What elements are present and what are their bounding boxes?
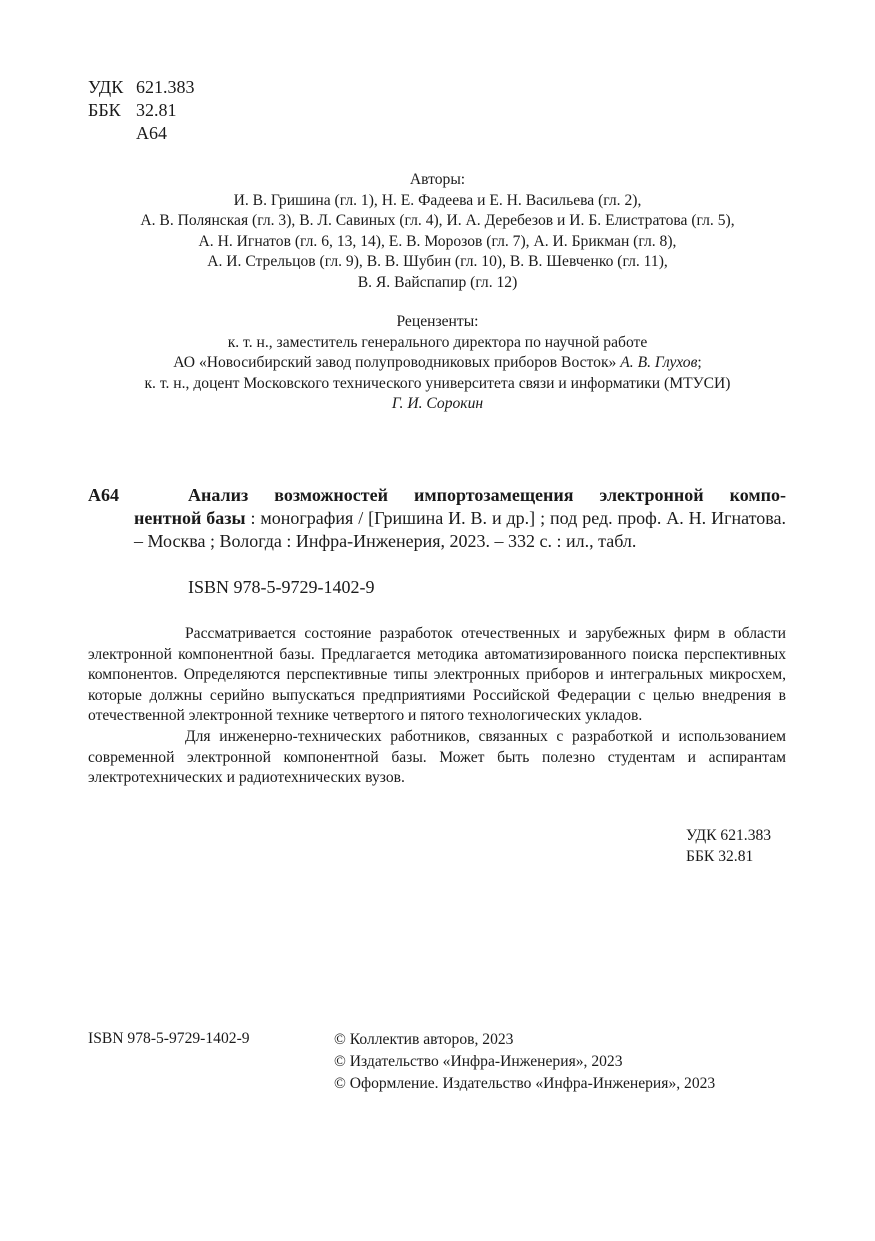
bbk-row	[88, 99, 195, 122]
authors-block	[90, 170, 785, 294]
authors-heading: Авторы:	[409, 171, 466, 188]
catalog-title-line1: Анализ возможностей импортозамещения электронной компо-	[188, 485, 786, 505]
catalog-title-line2: нентной базы	[134, 508, 246, 528]
udk-value: 621.383	[136, 77, 195, 97]
catalog-isbn: ISBN 978-5-9729-1402-9	[188, 577, 375, 597]
copyright-line: © Оформление. Издательство «Инфра-Инженерия», 2023	[334, 1074, 716, 1092]
reviewer-line: к. т. н., доцент Московского технического университета связи и информатики (МТУСИ)	[144, 374, 731, 392]
reviewers-block	[90, 312, 785, 415]
classification-codes	[88, 76, 195, 145]
udk-label: УДК	[88, 77, 124, 97]
authors-line: А. Н. Игнатов (гл. 6, 13, 14), Е. В. Морозов (гл. 7), А. И. Брикман (гл. 8),	[198, 232, 677, 250]
copyright-line: © Коллектив авторов, 2023	[334, 1031, 514, 1048]
author-sign: А64	[136, 123, 167, 143]
abstract-paragraph: Для инженерно-технических работников, связанных с разработкой и использованием современной электронной компонентной базы. Может быть полезно студентам и аспирантам электротехнических и радиотехнических вузов.	[88, 727, 786, 787]
abstract-paragraph: Рассматривается состояние разработок отечественных и зарубежных фирм в области электронной компонентной базы. Предлагается методика автоматизированного поиска перспективных компонентов. Определяются перспективные типы электронных приборов и интегральных микросхем, которые должны серийно выпускаться предприятиями Российской Федерации с целью внедрения в отечественной электронной технике четвертого и пятого технологических укладов.	[88, 625, 786, 725]
footer-isbn: ISBN 978-5-9729-1402-9	[88, 1030, 250, 1047]
authors-line: В. Я. Вайспапир (гл. 12)	[357, 273, 518, 291]
catalog-rest: : монография / [Гришина И. В. и др.] ; под ред. проф. А. Н. Игнатова. – Москва ; Вологда : Инфра-Инженерия, 2023. – 332 с. : ил., табл.	[134, 508, 786, 551]
authors-line: А. И. Стрельцов (гл. 9), В. В. Шубин (гл. 10), В. В. Шевченко (гл. 11),	[207, 253, 668, 271]
reviewer-name: А. В. Глухов	[620, 354, 698, 372]
copyright-line: © Издательство «Инфра-Инженерия», 2023	[334, 1052, 623, 1070]
catalog-sign: А64	[88, 485, 119, 505]
copyright-block	[334, 1029, 715, 1094]
bbk-code: ББК 32.81	[686, 847, 754, 865]
reviewer-punct: ;	[697, 354, 702, 372]
reviewer-name: Г. И. Сорокин	[391, 395, 484, 413]
authors-line: И. В. Гришина (гл. 1), Н. Е. Фадеева и Е. Н. Васильева (гл. 2),	[233, 191, 642, 209]
reviewer-org: АО «Новосибирский завод полупроводниковых приборов Восток»	[173, 354, 621, 372]
classification-codes-bottom	[686, 826, 771, 867]
bbk-value: 32.81	[136, 100, 177, 120]
catalog-title-first-line	[188, 484, 786, 507]
reviewer-line: к. т. н., заместитель генерального директора по научной работе	[227, 333, 648, 351]
reviewer-line	[90, 353, 785, 374]
authors-line: А. В. Полянская (гл. 3), В. Л. Савиных (гл. 4), И. А. Деребезов и И. Б. Елистратова (гл. 5),	[140, 212, 735, 230]
udk-row	[88, 76, 195, 99]
catalog-description	[134, 507, 786, 553]
udk-code: УДК 621.383	[686, 827, 772, 844]
bbk-label: ББК	[88, 100, 121, 120]
reviewers-heading: Рецензенты:	[396, 313, 479, 330]
abstract	[88, 624, 786, 789]
